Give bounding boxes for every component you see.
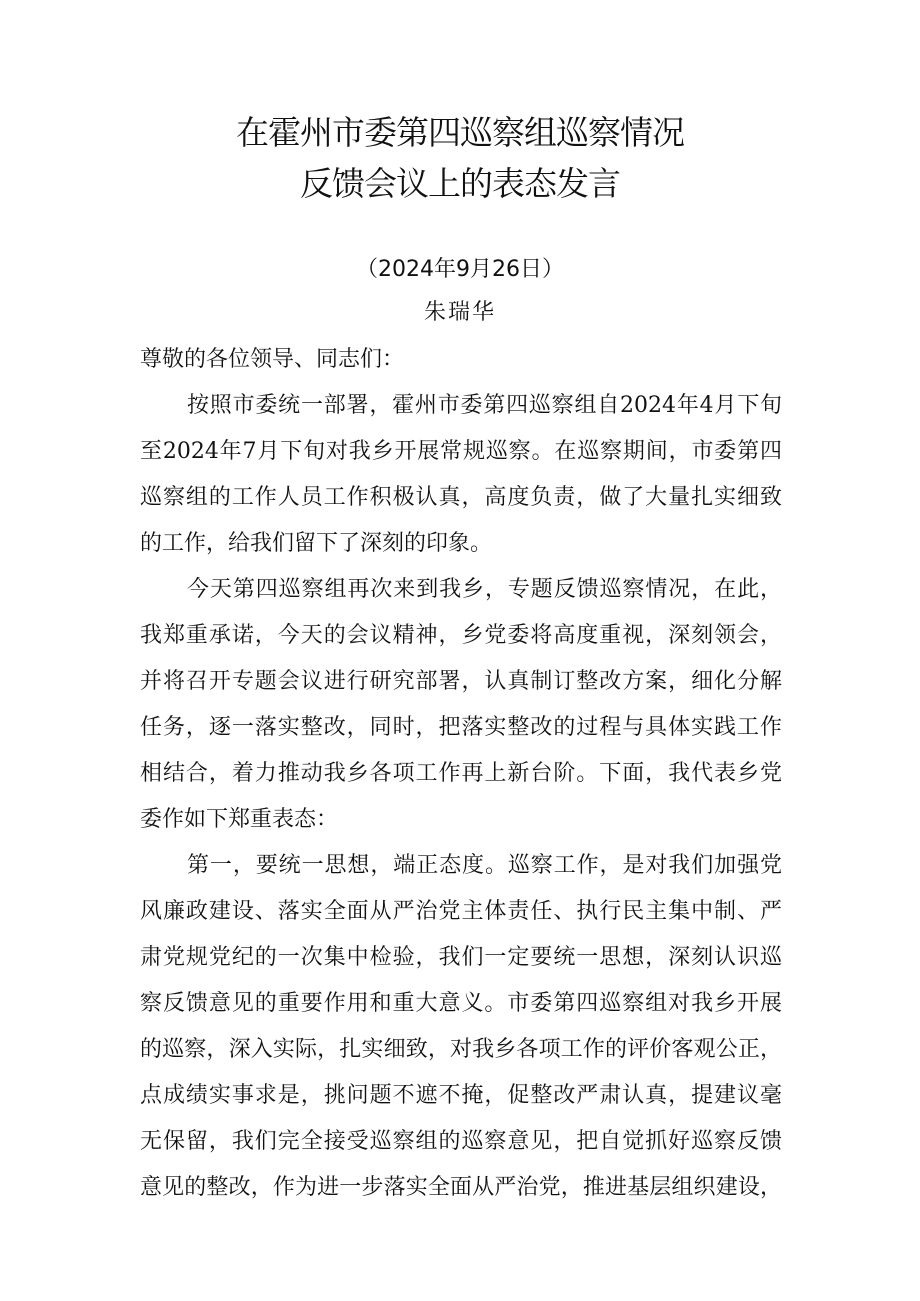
paragraph-line: 巡察组的工作人员工作积极认真，高度负责，做了大量扎实细致 xyxy=(140,485,782,510)
paragraph-line: 察反馈意见的重要作用和重大意义。市委第四巡察组对我乡开展 xyxy=(140,991,782,1016)
document-title-line-2: 反馈会议上的表态发言 xyxy=(300,164,620,203)
paragraph-line: 我郑重承诺，今天的会议精神，乡党委将高度重视，深刻领会， xyxy=(140,623,782,648)
paragraph-line: 点成绩实事求是，挑问题不遮不掩，促整改严肃认真，提建议毫 xyxy=(140,1083,782,1108)
document-author: 朱瑞华 xyxy=(423,300,496,325)
salutation: 尊敬的各位领导、同志们： xyxy=(140,347,405,372)
paragraph-line: 任务，逐一落实整改，同时，把落实整改的过程与具体实践工作 xyxy=(140,715,782,740)
paragraph-line: 今天第四巡察组再次来到我乡，专题反馈巡察情况，在此， xyxy=(187,577,782,602)
paragraph-line: 第一，要统一思想，端正态度。巡察工作，是对我们加强党 xyxy=(187,853,782,878)
paragraph-line: 意见的整改，作为进一步落实全面从严治党，推进基层组织建设， xyxy=(140,1175,782,1200)
document-date: （2024年9月26日） xyxy=(356,257,564,282)
paragraph-line: 的巡察，深入实际，扎实细致，对我乡各项工作的评价客观公正， xyxy=(140,1037,782,1062)
paragraph-line: 风廉政建设、落实全面从严治党主体责任、执行民主集中制、严 xyxy=(140,899,782,924)
paragraph-line: 的工作，给我们留下了深刻的印象。 xyxy=(140,531,493,556)
paragraph-line: 无保留，我们完全接受巡察组的巡察意见，把自觉抓好巡察反馈 xyxy=(140,1129,782,1154)
paragraph-line: 至2024年7月下旬对我乡开展常规巡察。在巡察期间，市委第四 xyxy=(140,439,782,464)
paragraph-line: 按照市委统一部署，霍州市委第四巡察组自2024年4月下旬 xyxy=(187,393,782,418)
document-title-line-1: 在霍州市委第四巡察组巡察情况 xyxy=(236,113,684,152)
paragraph-line: 相结合，着力推动我乡各项工作再上新台阶。下面，我代表乡党 xyxy=(140,761,782,786)
paragraph-line: 委作如下郑重表态： xyxy=(140,807,339,832)
paragraph-line: 并将召开专题会议进行研究部署，认真制订整改方案，细化分解 xyxy=(140,669,782,694)
paragraph-line: 肃党规党纪的一次集中检验，我们一定要统一思想，深刻认识巡 xyxy=(140,945,782,970)
